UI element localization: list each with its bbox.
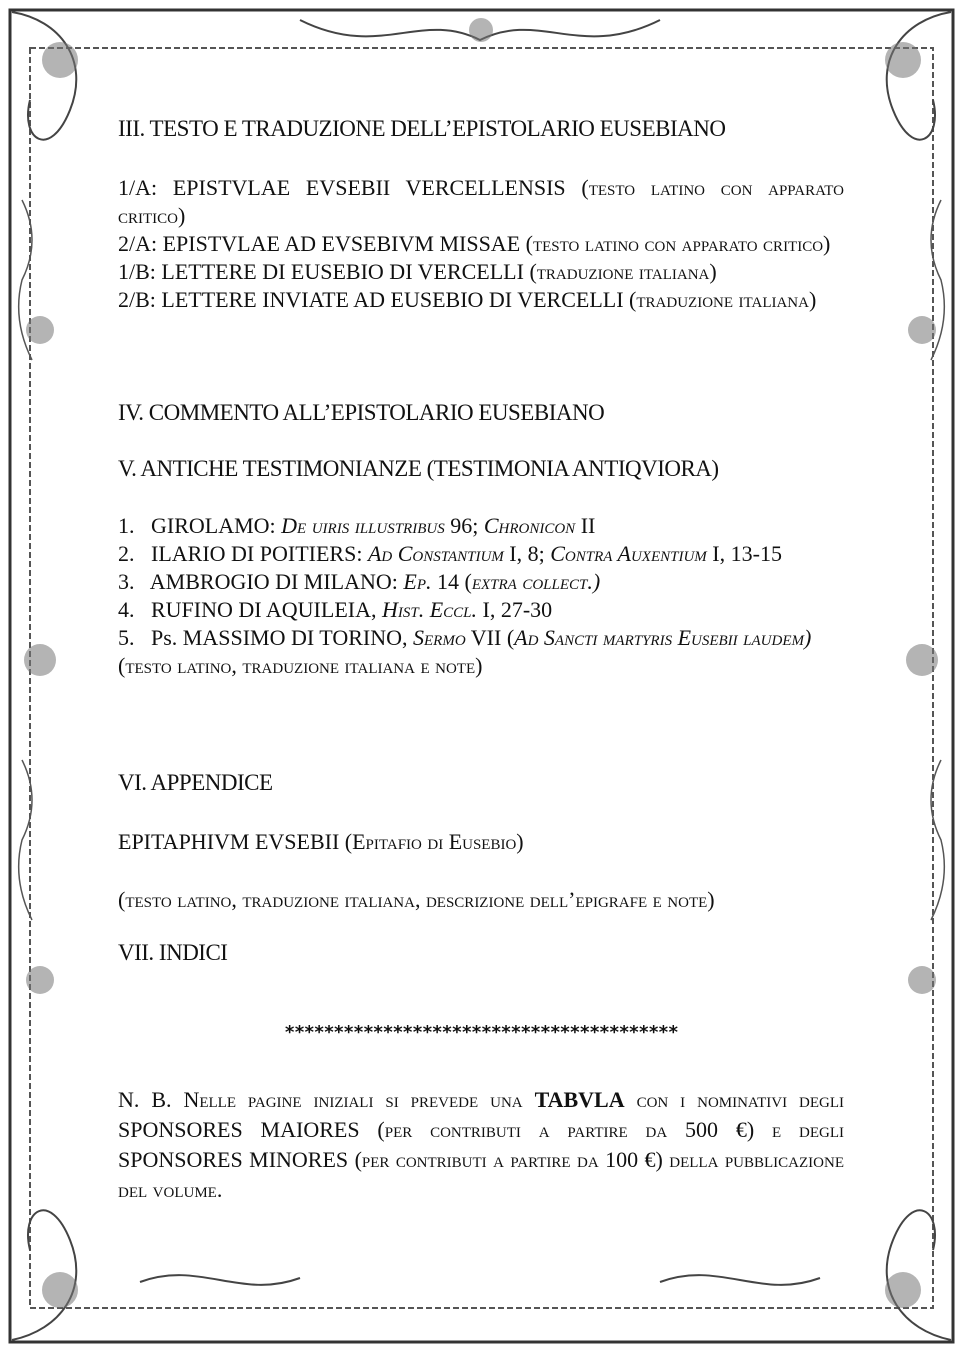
list-item	[118, 286, 844, 314]
work-title: extra collect.)	[471, 569, 601, 594]
item-number: 4.	[118, 597, 135, 622]
section-vi-title: VI. APPENDICE	[118, 770, 273, 795]
item-author: RUFINO DI AQUILEIA,	[151, 597, 377, 622]
list-item	[118, 174, 844, 230]
tabvla: TABVLA	[534, 1087, 625, 1112]
work-title: Ep.	[403, 569, 432, 594]
list-item	[118, 624, 844, 652]
item-title: 1/A: EPISTVLAE EVSEBII VERCELLENSIS	[118, 175, 566, 200]
epitaph-note: (Epitafio di Eusebio)	[344, 829, 524, 854]
work-title: Hist. Eccl.	[381, 597, 477, 622]
item-author: Ps. MASSIMO DI TORINO,	[151, 625, 408, 650]
list-item	[118, 512, 844, 540]
nb-text: (per contributi a partire da 500 €) e degli	[359, 1117, 844, 1142]
item-title: 2/A: EPISTVLAE AD EVSEBIVM MISSAE	[118, 231, 521, 256]
nb-label: N. B.	[118, 1087, 172, 1112]
epitaph-title: EPITAPHIVM EVSEBII	[118, 829, 340, 854]
item-number: 5.	[118, 625, 135, 650]
item-note: (testo latino con apparato critico)	[118, 175, 845, 228]
separator: ****************************************	[284, 1022, 678, 1043]
section-iv-title: IV. COMMENTO ALL’EPISTOLARIO EUSEBIANO	[118, 400, 605, 425]
work-ref: I, 13-15	[706, 541, 782, 566]
list-item	[118, 540, 844, 568]
work-title: De uiris illustribus	[281, 513, 445, 538]
work-ref: I, 27-30	[477, 597, 553, 622]
list-item	[118, 230, 844, 258]
list-item	[118, 258, 844, 286]
work-title: Contra Auxentium	[550, 541, 707, 566]
item-author: AMBROGIO DI MILANO:	[149, 569, 398, 594]
item-number: 2.	[118, 541, 135, 566]
section-iii-list	[118, 174, 844, 314]
work-title: Ad Constantium	[367, 541, 504, 566]
sponsores-maiores: SPONSORES MAIORES	[118, 1117, 360, 1142]
item-number: 1.	[118, 513, 135, 538]
section-v-note: (testo latino, traduzione italiana e note)	[118, 653, 483, 678]
sponsores-minores: SPONSORES MINORES	[118, 1147, 349, 1172]
work-title: Ad Sancti martyris Eusebii laudem)	[514, 625, 812, 650]
nb-text: (per contributi a partire da 100 €) della pubblicazione del volume.	[118, 1147, 844, 1202]
item-note: (testo latino con apparato critico)	[525, 231, 831, 256]
work-title: Sermo	[413, 625, 466, 650]
nb-text: Nelle pagine iniziali si prevede una	[171, 1087, 535, 1112]
work-ref: II	[575, 513, 596, 538]
work-ref: 96;	[444, 513, 484, 538]
section-vi-note: (testo latino, traduzione italiana, descrizione dell’epigrafe e note)	[118, 887, 715, 912]
epitaph-line	[118, 828, 524, 856]
item-author: GIROLAMO:	[151, 513, 276, 538]
section-vii-title: VII. INDICI	[118, 940, 228, 965]
section-v-list	[118, 512, 844, 680]
list-item	[118, 596, 844, 624]
item-number: 3.	[118, 569, 135, 594]
list-item	[118, 568, 844, 596]
work-ref: VII (	[465, 625, 515, 650]
section-v-title: V. ANTICHE TESTIMONIANZE (TESTIMONIA ANTIQVIORA)	[118, 456, 719, 481]
nota-bene	[118, 1085, 844, 1205]
work-ref: I, 8;	[503, 541, 551, 566]
item-title: 2/B: LETTERE INVIATE AD EUSEBIO DI VERCELLI	[118, 287, 624, 312]
item-note: (traduzione italiana)	[629, 287, 817, 312]
item-author: ILARIO DI POITIERS:	[151, 541, 363, 566]
work-ref: 14 (	[431, 569, 472, 594]
item-title: 1/B: LETTERE DI EUSEBIO DI VERCELLI	[118, 259, 524, 284]
work-title: Chronicon	[483, 513, 576, 538]
item-note: (traduzione italiana)	[529, 259, 717, 284]
section-iii-title: III. TESTO E TRADUZIONE DELL’EPISTOLARIO EUSEBIANO	[118, 116, 726, 141]
nb-text: con i nominativi degli	[624, 1087, 845, 1112]
